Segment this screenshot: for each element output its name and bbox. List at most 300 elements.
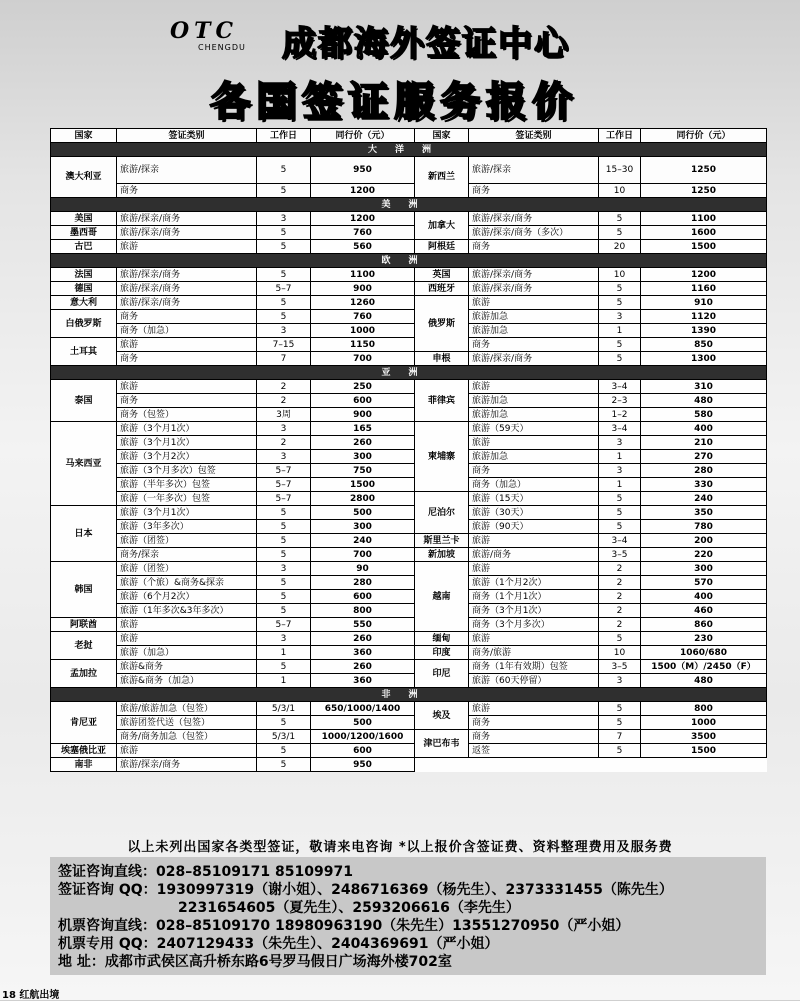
workdays-cell: 1 — [599, 324, 641, 338]
price-cell: 860 — [641, 618, 767, 632]
workdays-cell: 3 — [257, 324, 311, 338]
empty-cell — [415, 758, 767, 772]
price-cell: 260 — [311, 632, 415, 646]
table-row — [51, 576, 767, 590]
price-cell: 1260 — [311, 296, 415, 310]
region-row-asia — [51, 366, 767, 380]
country-cell: 德国 — [51, 282, 117, 296]
visa-type-cell: 商务/探亲 — [117, 548, 257, 562]
visa-type-cell: 旅游（6个月2次） — [117, 590, 257, 604]
region-row-oceania — [51, 143, 767, 157]
visa-type-cell: 商务（3个月1次） — [469, 604, 599, 618]
table-row — [51, 268, 767, 282]
price-cell: 760 — [311, 226, 415, 240]
price-cell: 3500 — [641, 730, 767, 744]
visa-type-cell: 商务 — [469, 464, 599, 478]
visa-type-cell: 旅游（团签） — [117, 534, 257, 548]
table-row — [51, 338, 767, 352]
country-cell: 埃及 — [415, 702, 469, 730]
visa-type-cell: 旅游/探亲 — [117, 157, 257, 184]
visa-type-cell: 旅游加急 — [469, 394, 599, 408]
workdays-cell: 1 — [257, 674, 311, 688]
table-row — [51, 562, 767, 576]
country-cell: 泰国 — [51, 380, 117, 422]
workdays-cell: 3–4 — [599, 380, 641, 394]
visa-type-cell: 旅游 — [469, 534, 599, 548]
price-cell: 1000 — [641, 716, 767, 730]
workdays-cell: 2 — [599, 562, 641, 576]
country-cell: 韩国 — [51, 562, 117, 618]
table-row — [51, 282, 767, 296]
price-cell: 90 — [311, 562, 415, 576]
workdays-cell: 2 — [257, 394, 311, 408]
visa-type-cell: 旅游（3个月2次） — [117, 450, 257, 464]
header — [0, 0, 800, 125]
price-cell: 950 — [311, 157, 415, 184]
table-row — [51, 240, 767, 254]
workdays-cell: 5–7 — [257, 282, 311, 296]
visa-type-cell: 旅游（30天） — [469, 506, 599, 520]
workdays-cell: 5 — [257, 548, 311, 562]
visa-price-table — [50, 128, 767, 772]
price-cell: 240 — [641, 492, 767, 506]
visa-type-cell: 旅游/探亲/商务 — [469, 352, 599, 366]
visa-type-cell: 旅游/探亲/商务 — [117, 282, 257, 296]
workdays-cell: 10 — [599, 646, 641, 660]
price-cell: 1060/680 — [641, 646, 767, 660]
price-cell: 1000/1200/1600 — [311, 730, 415, 744]
country-cell: 津巴布韦 — [415, 730, 469, 758]
workdays-cell: 5/3/1 — [257, 702, 311, 716]
price-cell: 1100 — [311, 268, 415, 282]
price-cell: 300 — [311, 450, 415, 464]
workdays-cell: 5 — [257, 157, 311, 184]
price-cell: 1100 — [641, 212, 767, 226]
col-visa-type: 签证类别 — [117, 129, 257, 143]
country-cell: 意大利 — [51, 296, 117, 310]
workdays-cell: 2 — [599, 604, 641, 618]
visa-type-cell: 旅游/探亲/商务 — [117, 226, 257, 240]
workdays-cell: 3 — [257, 422, 311, 436]
visa-type-cell: 旅游 — [117, 632, 257, 646]
visa-type-cell: 旅游 — [117, 338, 257, 352]
table-row — [51, 520, 767, 534]
visa-type-cell: 旅游 — [117, 240, 257, 254]
price-cell: 760 — [311, 310, 415, 324]
price-cell: 1150 — [311, 338, 415, 352]
visa-type-cell: 旅游/商务 — [469, 548, 599, 562]
country-cell: 英国 — [415, 268, 469, 282]
visa-type-cell: 旅游（59天） — [469, 422, 599, 436]
workdays-cell: 5 — [599, 226, 641, 240]
visa-type-cell: 旅游团签代送（包签） — [117, 716, 257, 730]
table-row — [51, 212, 767, 226]
country-cell: 老挝 — [51, 632, 117, 660]
price-cell: 800 — [641, 702, 767, 716]
price-cell: 600 — [311, 744, 415, 758]
visa-type-cell: 旅游/探亲/商务（多次） — [469, 226, 599, 240]
workdays-cell: 5 — [257, 184, 311, 198]
visa-hotline: 签证咨询直线：028–85109171 85109971 — [58, 864, 353, 880]
workdays-cell: 3 — [599, 674, 641, 688]
price-cell: 700 — [311, 548, 415, 562]
visa-type-cell: 旅游/探亲/商务 — [469, 282, 599, 296]
workdays-cell: 5 — [257, 576, 311, 590]
workdays-cell: 5 — [599, 296, 641, 310]
country-cell: 南非 — [51, 758, 117, 772]
price-cell: 600 — [311, 590, 415, 604]
region-americas: 美洲 — [51, 198, 767, 212]
table-row — [51, 506, 767, 520]
visa-type-cell: 旅游加急 — [469, 450, 599, 464]
visa-type-cell: 旅游/探亲/商务 — [117, 296, 257, 310]
table-row — [51, 604, 767, 618]
price-cell: 270 — [641, 450, 767, 464]
ticket-qq: 机票专用 QQ：2407129433（朱先生）、2404369691（严小姐） — [58, 936, 499, 952]
logo-text: OTC — [170, 18, 239, 44]
price-cell: 210 — [641, 436, 767, 450]
price-cell: 500 — [311, 716, 415, 730]
visa-type-cell: 旅游/探亲/商务 — [117, 758, 257, 772]
visa-type-cell: 旅游/探亲/商务 — [117, 212, 257, 226]
workdays-cell: 3 — [257, 562, 311, 576]
visa-type-cell: 旅游（3个月多次）包签 — [117, 464, 257, 478]
visa-type-cell: 商务（1年有效期）包签 — [469, 660, 599, 674]
workdays-cell: 5 — [257, 590, 311, 604]
visa-type-cell: 商务（加急） — [117, 324, 257, 338]
workdays-cell: 5 — [599, 702, 641, 716]
logo-subtext: CHENGDU — [198, 43, 246, 52]
visa-type-cell: 旅游（3个月1次） — [117, 436, 257, 450]
table-row — [51, 478, 767, 492]
visa-type-cell: 旅游 — [469, 632, 599, 646]
visa-type-cell: 旅游（加急） — [117, 646, 257, 660]
table-row — [51, 436, 767, 450]
visa-type-cell: 旅游（3年多次） — [117, 520, 257, 534]
price-cell: 900 — [311, 408, 415, 422]
country-cell: 阿联酋 — [51, 618, 117, 632]
price-cell: 1200 — [311, 212, 415, 226]
workdays-cell: 5 — [257, 506, 311, 520]
workdays-cell: 5 — [257, 758, 311, 772]
table-row — [51, 464, 767, 478]
country-cell: 柬埔寨 — [415, 422, 469, 492]
visa-type-cell: 旅游加急 — [469, 310, 599, 324]
region-asia: 亚洲 — [51, 366, 767, 380]
visa-type-cell: 商务（3个月多次） — [469, 618, 599, 632]
visa-type-cell: 返签 — [469, 744, 599, 758]
page-footer — [2, 986, 59, 1001]
workdays-cell: 2 — [257, 380, 311, 394]
otc-logo — [168, 18, 268, 54]
country-cell: 法国 — [51, 268, 117, 282]
workdays-cell: 5–7 — [257, 464, 311, 478]
price-cell: 260 — [311, 660, 415, 674]
price-cell: 580 — [641, 408, 767, 422]
country-cell: 菲律宾 — [415, 380, 469, 422]
workdays-cell: 1 — [599, 450, 641, 464]
visa-type-cell: 商务 — [469, 338, 599, 352]
price-cell: 400 — [641, 590, 767, 604]
workdays-cell: 2 — [599, 590, 641, 604]
table-row — [51, 716, 767, 730]
col-country: 国家 — [51, 129, 117, 143]
visa-type-cell: 商务/旅游 — [469, 646, 599, 660]
price-cell: 750 — [311, 464, 415, 478]
table-row — [51, 157, 767, 184]
table-row — [51, 380, 767, 394]
table-row — [51, 632, 767, 646]
table-row — [51, 758, 767, 772]
price-cell: 500 — [311, 506, 415, 520]
price-cell: 360 — [311, 646, 415, 660]
table-row — [51, 702, 767, 716]
workdays-cell: 3–5 — [599, 660, 641, 674]
visa-type-cell: 旅游&商务 — [117, 660, 257, 674]
price-cell: 1500 — [641, 744, 767, 758]
visa-type-cell: 旅游/探亲/商务 — [117, 268, 257, 282]
country-cell: 孟加拉 — [51, 660, 117, 688]
country-cell: 俄罗斯 — [415, 296, 469, 352]
country-cell: 澳大利亚 — [51, 157, 117, 198]
visa-type-cell: 旅游 — [117, 744, 257, 758]
country-cell: 斯里兰卡 — [415, 534, 469, 548]
price-cell: 950 — [311, 758, 415, 772]
price-cell: 780 — [641, 520, 767, 534]
contact-box — [50, 857, 766, 975]
table-row — [51, 408, 767, 422]
col-price: 同行价（元） — [311, 129, 415, 143]
country-cell: 印尼 — [415, 660, 469, 688]
center-name: 成都海外签证中心 — [282, 24, 570, 64]
workdays-cell: 5 — [599, 520, 641, 534]
country-cell: 日本 — [51, 506, 117, 562]
col-country-2: 国家 — [415, 129, 469, 143]
price-cell: 1250 — [641, 184, 767, 198]
table-row — [51, 646, 767, 660]
workdays-cell: 3 — [257, 212, 311, 226]
price-cell: 480 — [641, 394, 767, 408]
visa-qq-line-2: 2231654605（夏先生）、2593206616（李先生） — [178, 900, 520, 916]
footnote: 以上未列出国家各类型签证，敬请来电咨询 *以上报价含签证费、资料整理费用及服务费 — [127, 840, 673, 855]
visa-type-cell: 旅游/探亲/商务 — [469, 268, 599, 282]
price-cell: 2800 — [311, 492, 415, 506]
country-cell: 古巴 — [51, 240, 117, 254]
price-cell: 260 — [311, 436, 415, 450]
price-cell: 280 — [641, 464, 767, 478]
country-cell: 申根 — [415, 352, 469, 366]
workdays-cell: 5 — [599, 352, 641, 366]
country-cell: 美国 — [51, 212, 117, 226]
price-cell: 1200 — [311, 184, 415, 198]
table-row — [51, 324, 767, 338]
visa-type-cell: 旅游（60天停留） — [469, 674, 599, 688]
workdays-cell: 3–5 — [599, 548, 641, 562]
price-cell: 1000 — [311, 324, 415, 338]
country-cell: 阿根廷 — [415, 240, 469, 254]
workdays-cell: 2 — [599, 576, 641, 590]
region-europe: 欧洲 — [51, 254, 767, 268]
price-cell: 360 — [311, 674, 415, 688]
workdays-cell: 10 — [599, 184, 641, 198]
workdays-cell: 2 — [599, 618, 641, 632]
workdays-cell: 5 — [599, 338, 641, 352]
visa-type-cell: 旅游 — [117, 380, 257, 394]
visa-type-cell: 商务 — [117, 352, 257, 366]
workdays-cell: 1 — [257, 646, 311, 660]
price-cell: 1120 — [641, 310, 767, 324]
workdays-cell: 2 — [257, 436, 311, 450]
workdays-cell: 7 — [257, 352, 311, 366]
workdays-cell: 5 — [257, 240, 311, 254]
table-row — [51, 618, 767, 632]
workdays-cell: 5 — [257, 268, 311, 282]
region-row-americas — [51, 198, 767, 212]
price-cell: 800 — [311, 604, 415, 618]
table-row — [51, 744, 767, 758]
col-price-2: 同行价（元） — [641, 129, 767, 143]
page-title: 各国签证服务报价 — [210, 79, 578, 125]
visa-type-cell: 旅游/旅游加急（包签） — [117, 702, 257, 716]
visa-type-cell: 旅游 — [117, 618, 257, 632]
region-row-africa — [51, 688, 767, 702]
table-row — [51, 296, 767, 310]
price-cell: 240 — [311, 534, 415, 548]
country-cell: 新加坡 — [415, 548, 469, 562]
workdays-cell: 3–4 — [599, 534, 641, 548]
price-cell: 480 — [641, 674, 767, 688]
price-cell: 650/1000/1400 — [311, 702, 415, 716]
visa-type-cell: 旅游（3个月1次） — [117, 506, 257, 520]
visa-type-cell: 旅游加急 — [469, 324, 599, 338]
workdays-cell: 5 — [257, 534, 311, 548]
price-cell: 550 — [311, 618, 415, 632]
visa-type-cell: 旅游（团签） — [117, 562, 257, 576]
country-cell: 墨西哥 — [51, 226, 117, 240]
country-cell: 西班牙 — [415, 282, 469, 296]
workdays-cell: 5–7 — [257, 618, 311, 632]
workdays-cell: 3 — [257, 450, 311, 464]
country-cell: 肯尼亚 — [51, 702, 117, 744]
price-cell: 220 — [641, 548, 767, 562]
workdays-cell: 7–15 — [257, 338, 311, 352]
price-cell: 1500 — [641, 240, 767, 254]
visa-type-cell: 旅游（90天） — [469, 520, 599, 534]
country-cell: 印度 — [415, 646, 469, 660]
workdays-cell: 7 — [599, 730, 641, 744]
country-cell: 尼泊尔 — [415, 492, 469, 534]
workdays-cell: 5 — [599, 632, 641, 646]
visa-type-cell: 旅游（1年多次&3年多次） — [117, 604, 257, 618]
workdays-cell: 5 — [599, 506, 641, 520]
region-africa: 非洲 — [51, 688, 767, 702]
visa-type-cell: 商务 — [117, 310, 257, 324]
col-workdays: 工作日 — [257, 129, 311, 143]
visa-type-cell: 商务（加急） — [469, 478, 599, 492]
country-cell: 越南 — [415, 562, 469, 632]
table-row — [51, 394, 767, 408]
country-cell: 加拿大 — [415, 212, 469, 240]
publication-name: 红航出境 — [19, 990, 60, 1001]
visa-type-cell: 商务 — [117, 394, 257, 408]
col-workdays-2: 工作日 — [599, 129, 641, 143]
price-cell: 850 — [641, 338, 767, 352]
workdays-cell: 5–7 — [257, 492, 311, 506]
visa-type-cell: 旅游 — [469, 702, 599, 716]
visa-type-cell: 旅游/探亲 — [469, 157, 599, 184]
table-row — [51, 184, 767, 198]
price-cell: 1500 — [311, 478, 415, 492]
price-cell: 200 — [641, 534, 767, 548]
price-cell: 165 — [311, 422, 415, 436]
table-row — [51, 730, 767, 744]
visa-type-cell: 旅游 — [469, 436, 599, 450]
visa-type-cell: 商务 — [469, 240, 599, 254]
table-header-row — [51, 129, 767, 143]
workdays-cell: 3 — [599, 436, 641, 450]
price-cell: 570 — [641, 576, 767, 590]
price-cell: 460 — [641, 604, 767, 618]
address: 地 址：成都市武侯区高升桥东路6号罗马假日广场海外楼702室 — [58, 954, 452, 970]
workdays-cell: 5 — [257, 716, 311, 730]
workdays-cell: 5 — [257, 226, 311, 240]
price-cell: 400 — [641, 422, 767, 436]
visa-type-cell: 旅游 — [469, 296, 599, 310]
region-row-europe — [51, 254, 767, 268]
page-number: 18 — [2, 990, 16, 1001]
workdays-cell: 5 — [599, 744, 641, 758]
country-cell: 白俄罗斯 — [51, 310, 117, 338]
workdays-cell: 5 — [257, 660, 311, 674]
table-row — [51, 534, 767, 548]
workdays-cell: 2–3 — [599, 394, 641, 408]
col-visa-type-2: 签证类别 — [469, 129, 599, 143]
workdays-cell: 3 — [599, 464, 641, 478]
visa-type-cell: 商务 — [469, 184, 599, 198]
workdays-cell: 5 — [257, 520, 311, 534]
visa-type-cell: 商务（1个月1次） — [469, 590, 599, 604]
workdays-cell: 5 — [599, 716, 641, 730]
visa-type-cell: 旅游（15天） — [469, 492, 599, 506]
workdays-cell: 5 — [257, 310, 311, 324]
workdays-cell: 1–2 — [599, 408, 641, 422]
price-cell: 350 — [641, 506, 767, 520]
workdays-cell: 5 — [599, 492, 641, 506]
country-cell: 埃塞俄比亚 — [51, 744, 117, 758]
visa-type-cell: 商务（包签） — [117, 408, 257, 422]
visa-type-cell: 旅游（半年多次）包签 — [117, 478, 257, 492]
country-cell: 缅甸 — [415, 632, 469, 646]
visa-type-cell: 旅游&商务（加急） — [117, 674, 257, 688]
workdays-cell: 3–4 — [599, 422, 641, 436]
workdays-cell: 10 — [599, 268, 641, 282]
price-cell: 1160 — [641, 282, 767, 296]
table-row — [51, 422, 767, 436]
price-cell: 1200 — [641, 268, 767, 282]
visa-type-cell: 旅游 — [469, 380, 599, 394]
price-cell: 230 — [641, 632, 767, 646]
table-row — [51, 590, 767, 604]
price-cell: 600 — [311, 394, 415, 408]
visa-type-cell: 商务 — [469, 730, 599, 744]
price-cell: 910 — [641, 296, 767, 310]
workdays-cell: 5/3/1 — [257, 730, 311, 744]
price-cell: 300 — [311, 520, 415, 534]
country-cell: 马来西亚 — [51, 422, 117, 506]
region-oceania: 大洋洲 — [51, 143, 767, 157]
table-row — [51, 310, 767, 324]
visa-type-cell: 商务 — [117, 184, 257, 198]
